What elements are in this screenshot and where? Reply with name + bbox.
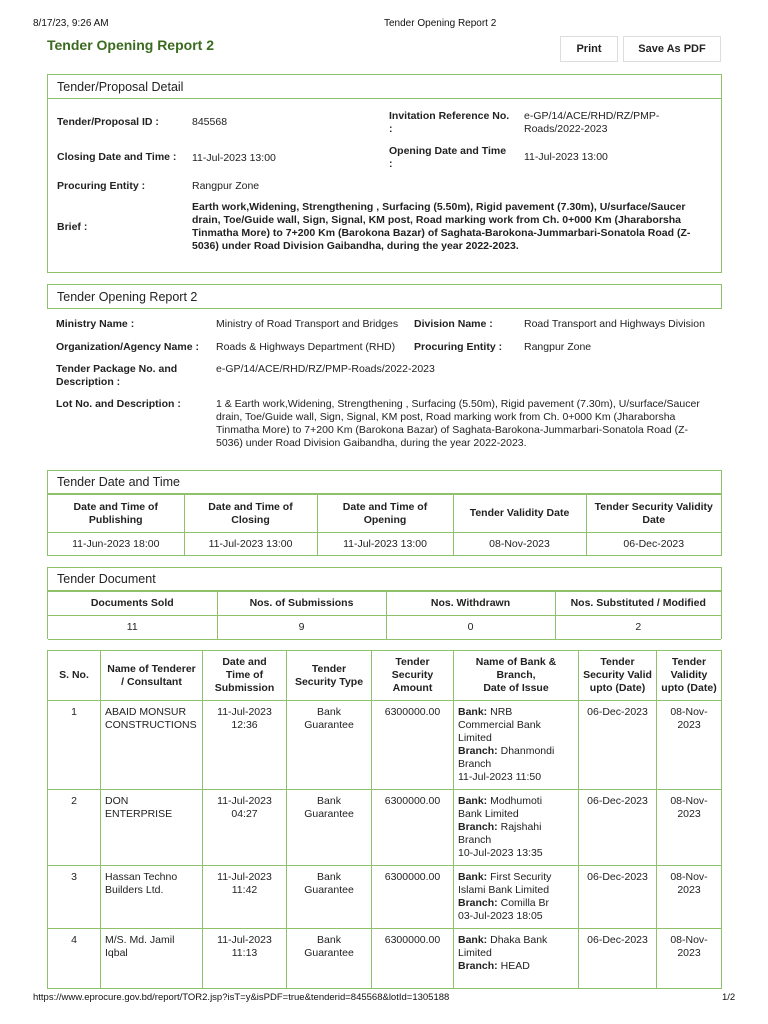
date-time-heading: Tender Date and Time bbox=[48, 471, 721, 494]
proposal-detail-heading: Tender/Proposal Detail bbox=[48, 75, 721, 99]
value-validity: 08-Nov-2023 bbox=[453, 533, 586, 556]
header-submissions: Nos. of Submissions bbox=[217, 592, 386, 616]
package-label: Tender Package No. and Description : bbox=[56, 363, 178, 388]
value-substituted: 2 bbox=[555, 616, 721, 640]
value-documents-sold: 11 bbox=[48, 616, 217, 640]
page-number: 1/2 bbox=[722, 992, 736, 1003]
print-doc-title: Tender Opening Report 2 bbox=[384, 18, 497, 29]
header-sno: S. No. bbox=[48, 651, 101, 701]
division-value: Road Transport and Highways Division bbox=[524, 318, 705, 330]
header-substituted: Nos. Substituted / Modified bbox=[555, 592, 721, 616]
header-publishing: Date and Time of Publishing bbox=[48, 495, 184, 533]
header-tenderer: Name of Tenderer / Consultant bbox=[101, 651, 203, 701]
value-submissions: 9 bbox=[217, 616, 386, 640]
print-button[interactable]: Print bbox=[560, 36, 618, 62]
header-bank: Name of Bank & Branch, Date of Issue bbox=[454, 651, 579, 701]
header-security-amount: Tender Security Amount bbox=[372, 651, 454, 701]
header-withdrawn: Nos. Withdrawn bbox=[386, 592, 555, 616]
value-security-validity: 06-Dec-2023 bbox=[586, 533, 721, 556]
header-submission-date: Date and Time of Submission bbox=[203, 651, 287, 701]
bids-table bbox=[47, 650, 722, 989]
page-title: Tender Opening Report 2 bbox=[47, 37, 214, 53]
closing-date-label: Closing Date and Time : bbox=[57, 151, 177, 163]
value-opening: 11-Jul-2023 13:00 bbox=[317, 533, 453, 556]
opening-date-label: Opening Date and Time : bbox=[389, 145, 507, 170]
brief-value: Earth work,Widening, Strengthening , Surfacing (5.50m), Rigid pavement (7.30m), U/surface/Saucer drain, Toe/Guide wall, Sign, Signal, KM post, Road marking work from Ch. 0+000 Km (Jharaborsha Tinmatha More) to 7+200 Km (Barokona Bazar) of Saghata-Barokona-Jummarbari-Sonatola Road (Z- 5036) under Road Division Gaibandha, during the year 2022-2023. bbox=[192, 201, 691, 252]
header-validity: Tender Validity Date bbox=[453, 495, 586, 533]
table-row: 3 Hassan Techno Builders Ltd. 11-Jul-2023 11:42 Bank Guarantee 6300000.00 Bank: First Security Islami Bank Limited Branch: Comilla Br 03-Jul-2023 18:05 06-Dec-2023 08-Nov- 2023 bbox=[48, 866, 722, 929]
opening-date-value: 11-Jul-2023 13:00 bbox=[524, 151, 608, 163]
ministry-label: Ministry Name : bbox=[56, 318, 135, 330]
header-security-type: Tender Security Type bbox=[287, 651, 372, 701]
value-closing: 11-Jul-2023 13:00 bbox=[184, 533, 317, 556]
procuring-entity-label: Procuring Entity : bbox=[57, 180, 146, 192]
save-as-pdf-button[interactable]: Save As PDF bbox=[623, 36, 721, 62]
package-value: e-GP/14/ACE/RHD/RZ/PMP-Roads/2022-2023 bbox=[216, 363, 435, 375]
header-opening: Date and Time of Opening bbox=[317, 495, 453, 533]
header-closing: Date and Time of Closing bbox=[184, 495, 317, 533]
organization-value: Roads & Highways Department (RHD) bbox=[216, 341, 396, 353]
table-row: 4 M/S. Md. Jamil Iqbal 11-Jul-2023 11:13 Bank Guarantee 6300000.00 Bank: Dhaka Bank Limited Branch: HEAD 06-Dec-2023 08-Nov- 2023 bbox=[48, 929, 722, 989]
proposal-id-value: 845568 bbox=[192, 116, 228, 128]
division-label: Division Name : bbox=[414, 318, 493, 330]
brief-label: Brief : bbox=[57, 221, 88, 233]
lot-value: 1 & Earth work,Widening, Strengthening , Surfacing (5.50m), Rigid pavement (7.30m), U/surface/Saucer drain, Toe/Guide wall, Sign, Signal, KM post, Road marking work from Ch. 0+000 Km (Jharaborsha Tinmatha More) to 7+200 Km (Barokona Bazar) of Saghata-Barokona-Jummarbari-Sonatola Road (Z- 5036) under Road Division Gaibandha, during the year 2022-2023. bbox=[216, 398, 700, 449]
value-withdrawn: 0 bbox=[386, 616, 555, 640]
document-table bbox=[48, 591, 721, 640]
header-tender-validity: Tender Validity upto (Date) bbox=[657, 651, 722, 701]
opening-report-panel bbox=[47, 284, 722, 309]
invitation-ref-value: e-GP/14/ACE/RHD/RZ/PMP- Roads/2022-2023 bbox=[524, 110, 660, 135]
opening-report-heading: Tender Opening Report 2 bbox=[57, 290, 198, 304]
procuring-entity-value: Rangpur Zone bbox=[192, 180, 260, 192]
report-procuring-entity-value: Rangpur Zone bbox=[524, 341, 592, 353]
organization-label: Organization/Agency Name : bbox=[56, 341, 199, 353]
date-time-panel bbox=[47, 470, 722, 556]
value-publishing: 11-Jun-2023 18:00 bbox=[48, 533, 184, 556]
document-panel bbox=[47, 567, 722, 639]
header-security-validity: Tender Security Validity Date bbox=[586, 495, 721, 533]
closing-date-value: 11-Jul-2023 13:00 bbox=[192, 152, 276, 164]
document-heading: Tender Document bbox=[48, 568, 721, 591]
invitation-ref-label: Invitation Reference No. : bbox=[389, 110, 510, 135]
date-time-table bbox=[48, 494, 721, 556]
print-url: https://www.eprocure.gov.bd/report/TOR2.jsp?isT=y&isPDF=true&tenderid=845568&lotId=1305188 bbox=[33, 992, 450, 1003]
print-datetime: 8/17/23, 9:26 AM bbox=[33, 18, 109, 29]
table-row: 1 ABAID MONSUR CONSTRUCTIONS 11-Jul-2023 12:36 Bank Guarantee 6300000.00 Bank: NRB Commercial Bank Limited Branch: Dhanmondi Branch 11-Jul-2023 11:50 06-Dec-2023 08-Nov- 2023 bbox=[48, 701, 722, 790]
proposal-id-label: Tender/Proposal ID : bbox=[57, 116, 159, 128]
proposal-detail-panel bbox=[47, 74, 722, 273]
ministry-value: Ministry of Road Transport and Bridges bbox=[216, 318, 399, 330]
lot-label: Lot No. and Description : bbox=[56, 398, 181, 410]
print-header bbox=[0, 18, 768, 32]
header-security-valid: Tender Security Valid upto (Date) bbox=[579, 651, 657, 701]
table-row: 2 DON ENTERPRISE 11-Jul-2023 04:27 Bank Guarantee 6300000.00 Bank: Modhumoti Bank Limited Branch: Rajshahi Branch 10-Jul-2023 13:35 06-Dec-2023 08-Nov- 2023 bbox=[48, 790, 722, 866]
header-documents-sold: Documents Sold bbox=[48, 592, 217, 616]
report-procuring-entity-label: Procuring Entity : bbox=[414, 341, 503, 353]
